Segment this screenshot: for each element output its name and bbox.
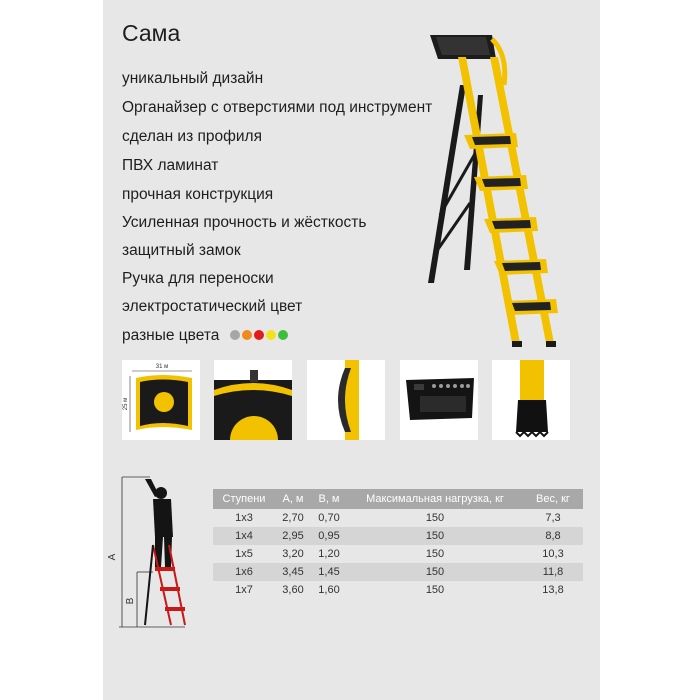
side-profile-thumbnail [307,360,385,440]
tool-organizer-thumbnail [400,360,478,440]
color-swatch [278,330,288,340]
table-cell: 150 [425,512,445,524]
table-row [213,545,583,563]
table-cell: 3,45 [275,563,311,581]
table-cell: 3,60 [282,584,304,596]
step-dimensions-thumbnail [122,360,200,440]
foot-cap-thumbnail [492,360,570,440]
feature-item: Усиленная прочность и жёсткость [122,214,367,231]
table-cell: 1,45 [311,563,347,581]
table-row [213,509,583,527]
table-cell: 10,3 [542,548,564,560]
feature-item: уникальный дизайн [122,70,264,87]
column-header: В, м [311,489,347,509]
table-cell: 11,8 [523,563,583,581]
feature-item: электростатический цвет [122,298,303,315]
table-cell: 1,20 [318,548,340,560]
table-cell: 1х6 [213,563,275,581]
table-cell: 8,8 [523,527,583,545]
color-swatch [254,330,264,340]
table-cell: 0,95 [311,527,347,545]
table-cell: 2,95 [275,527,311,545]
table-row [213,563,583,581]
specifications-table [213,489,583,599]
table-cell: 7,3 [545,512,561,524]
table-header-row [213,489,583,509]
feature-item: защитный замок [122,242,241,259]
step-depth-label: 25 м [123,397,129,411]
table-cell: 1х5 [235,548,253,560]
table-cell: 13,8 [542,584,564,596]
table-cell: 2,70 [282,512,304,524]
table-cell: 150 [425,584,445,596]
feature-item: Органайзер с отверстиями под инструмент [122,99,433,116]
table-cell: 0,70 [318,512,340,524]
table-cell: 150 [347,527,523,545]
column-header: Максимальная нагрузка, кг [347,489,523,509]
person-silhouette [145,479,173,567]
step-closeup-thumbnail [214,360,292,440]
column-header: Вес, кг [523,489,583,509]
feature-item: ПВХ ламинат [122,157,219,174]
column-header: А, м [275,489,311,509]
table-cell: 1х4 [213,527,275,545]
height-diagram [105,475,200,635]
table-row [213,527,583,545]
feature-item: разные цвета [122,327,220,345]
color-swatch [242,330,252,340]
product-title: Сама [122,20,181,46]
table-cell: 1х7 [235,584,253,596]
height-a-label: A [107,553,118,561]
column-header: Ступени [213,489,275,509]
color-swatch [230,330,240,340]
table-cell: 150 [347,563,523,581]
feature-item: прочная конструкция [122,186,274,203]
table-cell: 3,20 [282,548,304,560]
feature-item: Ручка для переноски [122,270,274,287]
table-cell: 150 [425,548,445,560]
color-options-row [122,327,290,345]
ladder-product-image [420,25,570,355]
color-swatch [266,330,276,340]
height-b-label: B [125,597,136,605]
table-cell: 1,60 [318,584,340,596]
color-swatches [230,327,290,345]
step-width-label: 31 м [155,364,169,370]
table-cell: 1х3 [235,512,253,524]
table-row [213,581,583,599]
feature-item: сделан из профиля [122,128,262,145]
